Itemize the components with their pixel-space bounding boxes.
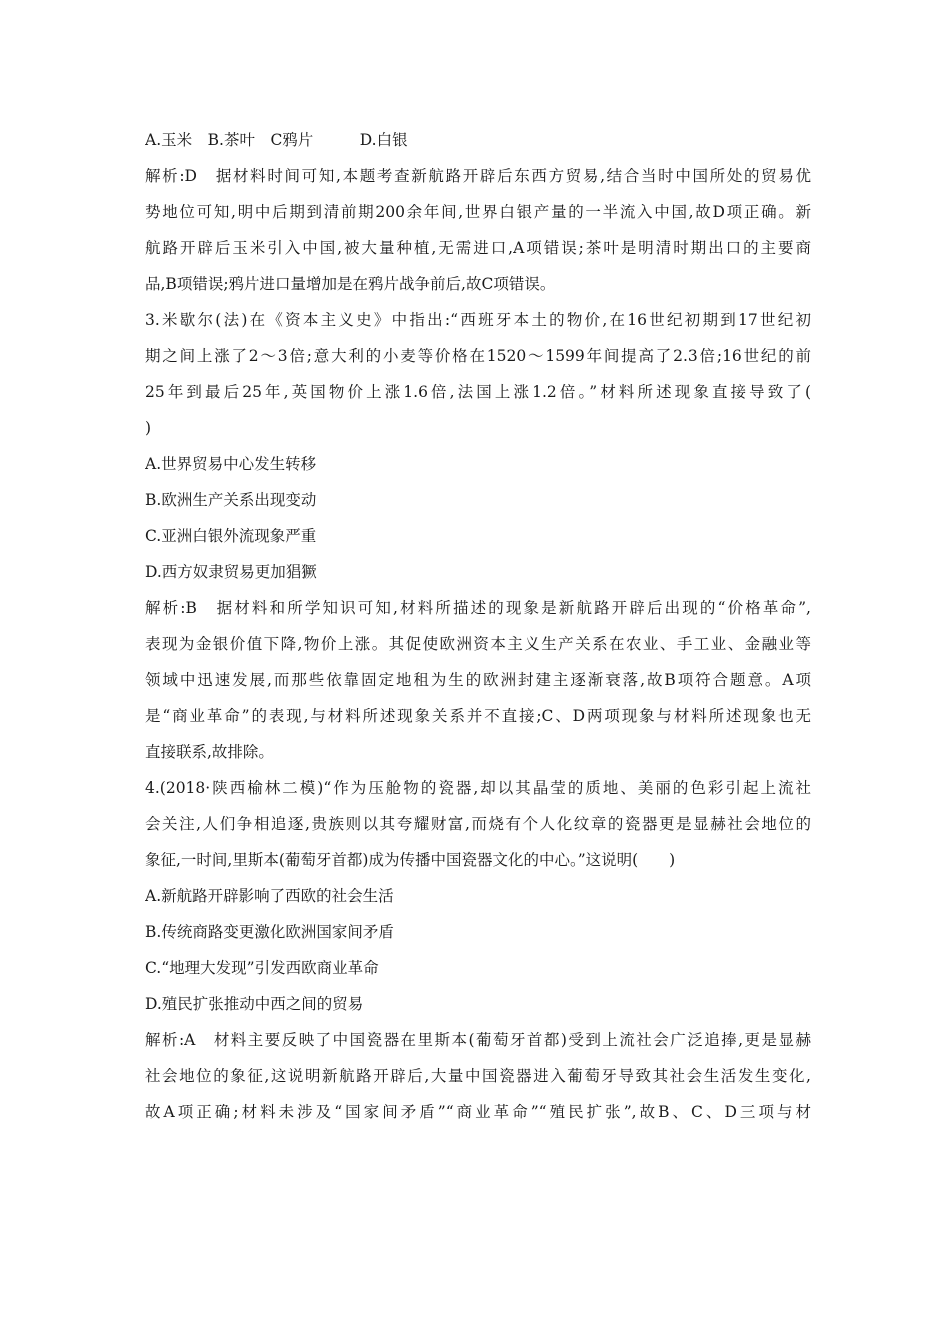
option-row: A.玉米 B.茶叶 C鸦片 D.白银 [145, 131, 408, 149]
analysis-paragraph-line: 品,B项错误;鸦片进口量增加是在鸦片战争前后,故C项错误。 [145, 275, 556, 293]
option-a: A.新航路开辟影响了西欧的社会生活 [145, 887, 394, 905]
question-3-line: 3.米歇尔(法)在《资本主义史》中指出:“西班牙本土的物价,在16世纪初期到17世纪初 [145, 311, 811, 329]
question-4-line: 4.(2018·陕西榆林二模)“作为压舱物的瓷器,却以其晶莹的质地、美丽的色彩引起上流社 [145, 779, 811, 797]
analysis-paragraph-line: 航路开辟后玉米引入中国,被大量种植,无需进口,A项错误;茶叶是明清时期出口的主要商 [145, 239, 811, 257]
analysis-paragraph-line: 势地位可知,明中后期到清前期200余年间,世界白银产量的一半流入中国,故D项正确。新 [145, 203, 811, 221]
option-d: D.殖民扩张推动中西之间的贸易 [145, 995, 364, 1013]
analysis-paragraph-line: 解析:B 据材料和所学知识可知,材料所描述的现象是新航路开辟后出现的“价格革命”, [145, 599, 811, 617]
analysis-paragraph-line: 解析:A 材料主要反映了中国瓷器在里斯本(葡萄牙首都)受到上流社会广泛追捧,更是显赫 [145, 1031, 811, 1049]
option-c: C.亚洲白银外流现象严重 [145, 527, 317, 545]
question-4-line: 会关注,人们争相追逐,贵族则以其夸耀财富,而烧有个人化纹章的瓷器更是显赫社会地位的 [145, 815, 811, 833]
option-c: C.“地理大发现”引发西欧商业革命 [145, 959, 379, 977]
option-b: B.欧洲生产关系出现变动 [145, 491, 317, 509]
option-a: A.世界贸易中心发生转移 [145, 455, 317, 473]
analysis-paragraph-line: 是“商业革命”的表现,与材料所述现象关系并不直接;C、D两项现象与材料所述现象也无 [145, 707, 811, 725]
question-3-line: 25年到最后25年,英国物价上涨1.6倍,法国上涨1.2倍。”材料所述现象直接导致了( [145, 383, 811, 401]
analysis-paragraph-line: 解析:D 据材料时间可知,本题考查新航路开辟后东西方贸易,结合当时中国所处的贸易优 [145, 167, 811, 185]
question-4-line: 象征,一时间,里斯本(葡萄牙首都)成为传播中国瓷器文化的中心。”这说明( ) [145, 851, 676, 869]
document-body [145, 122, 811, 1130]
analysis-paragraph-line: 故A项正确;材料未涉及“国家间矛盾”“商业革命”“殖民扩张”,故B、C、D三项与材 [145, 1103, 811, 1121]
question-3-line: 期之间上涨了2～3倍;意大利的小麦等价格在1520～1599年间提高了2.3倍;16世纪的前 [145, 347, 811, 365]
question-3-line: ) [145, 419, 152, 437]
analysis-paragraph-line: 直接联系,故排除。 [145, 743, 274, 761]
analysis-paragraph-line: 社会地位的象征,这说明新航路开辟后,大量中国瓷器进入葡萄牙导致其社会生活发生变化, [145, 1067, 811, 1085]
analysis-paragraph-line: 表现为金银价值下降,物价上涨。其促使欧洲资本主义生产关系在农业、手工业、金融业等 [145, 635, 811, 653]
analysis-paragraph-line: 领域中迅速发展,而那些依靠固定地租为生的欧洲封建主逐渐衰落,故B项符合题意。A项 [145, 671, 811, 689]
option-b: B.传统商路变更激化欧洲国家间矛盾 [145, 923, 394, 941]
option-d: D.西方奴隶贸易更加猖獗 [145, 563, 317, 581]
